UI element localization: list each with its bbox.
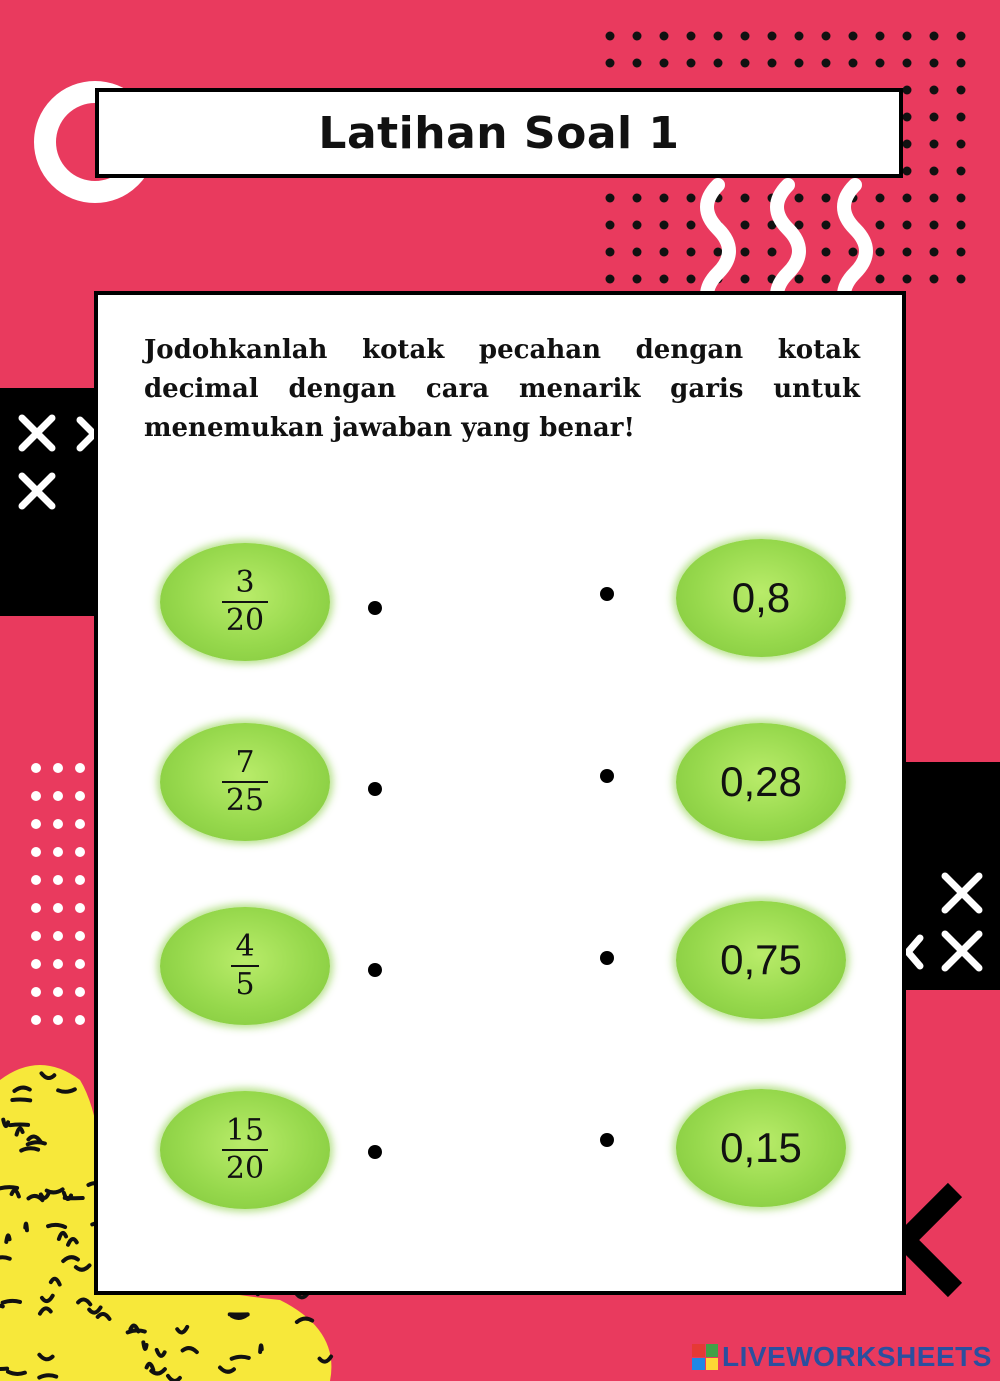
pattern-dot (957, 167, 966, 176)
pattern-dot (660, 59, 669, 68)
pattern-dot (741, 248, 750, 257)
pattern-dot (606, 194, 615, 203)
pattern-dot (633, 248, 642, 257)
pattern-dot (903, 86, 912, 95)
pattern-dot (687, 32, 696, 41)
numerator: 7 (235, 745, 255, 780)
pattern-dot (633, 275, 642, 284)
logo-text: LIVEWORKSHEETS (722, 1341, 992, 1372)
pattern-dot (75, 847, 85, 857)
pattern-dot (876, 221, 885, 230)
pattern-dot (930, 194, 939, 203)
pattern-dot (876, 59, 885, 68)
pattern-dot (930, 167, 939, 176)
squiggle (21, 1148, 38, 1150)
pattern-dot (660, 32, 669, 41)
pattern-dot (687, 275, 696, 284)
pattern-dot (795, 32, 804, 41)
squiggle (0, 1305, 3, 1307)
pattern-dot (606, 59, 615, 68)
pattern-dot (714, 59, 723, 68)
pattern-dot (741, 275, 750, 284)
pattern-dot (876, 32, 885, 41)
pattern-dot (687, 221, 696, 230)
squiggle (0, 1368, 7, 1369)
pattern-dot (957, 275, 966, 284)
decimal-value: 0,8 (731, 574, 791, 621)
pattern-dot (957, 221, 966, 230)
decimal-value: 0,15 (720, 1124, 802, 1171)
decimal-value: 0,75 (720, 936, 802, 983)
pattern-dot (53, 875, 63, 885)
pattern-dot (957, 59, 966, 68)
squiggle (25, 1224, 27, 1231)
right-match-dot-4[interactable] (600, 1133, 614, 1147)
instruction-text: Jodohkanlah kotak pecahan dengan kotak decimal dengan cara menarik garis untuk menemukan jawaban yang benar! (144, 335, 860, 443)
pattern-dot (768, 59, 777, 68)
pattern-dot (957, 32, 966, 41)
pattern-dot (822, 221, 831, 230)
pattern-dot (660, 275, 669, 284)
fraction (222, 1115, 268, 1185)
right-match-dot-3[interactable] (600, 951, 614, 965)
pattern-dot (930, 248, 939, 257)
pattern-dot (53, 791, 63, 801)
pattern-dot (822, 32, 831, 41)
pattern-dot (606, 32, 615, 41)
pattern-dot (930, 221, 939, 230)
pattern-dot (31, 1015, 41, 1025)
chevron-shape (905, 1190, 955, 1290)
left-match-dot-3[interactable] (368, 963, 382, 977)
pattern-dot (660, 221, 669, 230)
pattern-dot (768, 32, 777, 41)
pattern-dot (903, 167, 912, 176)
denominator: 5 (235, 967, 255, 1002)
pattern-dot (687, 248, 696, 257)
left-match-dot-1[interactable] (368, 601, 382, 615)
pattern-dot (849, 32, 858, 41)
pattern-dot (903, 275, 912, 284)
pattern-dot (75, 1015, 85, 1025)
pattern-dot (741, 221, 750, 230)
pattern-dot (31, 959, 41, 969)
pattern-dot (75, 931, 85, 941)
pattern-dot (714, 248, 723, 257)
squiggle (6, 1235, 9, 1242)
pattern-dot (795, 59, 804, 68)
pattern-dot (660, 248, 669, 257)
pattern-dot (31, 763, 41, 773)
exercise-card (94, 291, 906, 1295)
squiggle (260, 1345, 262, 1352)
pattern-dot (903, 140, 912, 149)
pattern-dot (795, 194, 804, 203)
squiggle (143, 1342, 146, 1349)
numerator: 15 (225, 1113, 265, 1148)
pattern-dot (903, 221, 912, 230)
denominator: 20 (225, 1151, 265, 1186)
liveworksheets-logo[interactable] (692, 1341, 992, 1373)
decimal-oval-1[interactable] (676, 539, 846, 657)
pattern-dot (53, 763, 63, 773)
pattern-dot (53, 819, 63, 829)
pattern-dot (75, 987, 85, 997)
squiggle (10, 1125, 28, 1126)
pattern-dot (687, 194, 696, 203)
denominator: 20 (225, 603, 265, 638)
squiggle (0, 1187, 17, 1188)
decimal-oval-2[interactable] (676, 723, 846, 841)
pattern-dot (687, 59, 696, 68)
fraction-oval-2[interactable] (160, 723, 330, 841)
logo-icon (692, 1344, 718, 1370)
pattern-dot (930, 275, 939, 284)
pattern-dot (957, 86, 966, 95)
pattern-dot (53, 931, 63, 941)
decimal-oval-3[interactable] (676, 901, 846, 1019)
pattern-dot (876, 275, 885, 284)
pattern-dot (930, 113, 939, 122)
numerator: 3 (235, 565, 255, 600)
left-match-dot-2[interactable] (368, 782, 382, 796)
pattern-dot (31, 931, 41, 941)
pattern-dot (633, 194, 642, 203)
pattern-dot (876, 194, 885, 203)
pattern-dot (606, 221, 615, 230)
pattern-dot (75, 903, 85, 913)
pattern-dot (957, 248, 966, 257)
decimal-oval-4[interactable] (676, 1089, 846, 1207)
pattern-dot (822, 59, 831, 68)
pattern-dot (633, 59, 642, 68)
pattern-dot (849, 59, 858, 68)
pattern-dot (31, 903, 41, 913)
pattern-dot (849, 248, 858, 257)
pattern-dot (903, 59, 912, 68)
pattern-dot (930, 86, 939, 95)
pattern-dot (822, 248, 831, 257)
pattern-dot (768, 248, 777, 257)
squiggle (8, 1372, 25, 1374)
pattern-dot (53, 903, 63, 913)
pattern-dot (53, 959, 63, 969)
pattern-dot (75, 819, 85, 829)
fraction (231, 931, 258, 1001)
pattern-dot (31, 987, 41, 997)
pattern-dot (795, 275, 804, 284)
pattern-dot (53, 847, 63, 857)
pattern-dot (741, 59, 750, 68)
squiggle (12, 1100, 30, 1101)
pattern-dot (606, 248, 615, 257)
squiggle (3, 1301, 20, 1303)
fraction-oval-4[interactable] (160, 1091, 330, 1209)
fraction-oval-1[interactable] (160, 543, 330, 661)
pattern-dot (903, 32, 912, 41)
pattern-dot (633, 221, 642, 230)
decimal-value: 0,28 (720, 758, 802, 805)
pattern-dot (822, 275, 831, 284)
right-match-dot-2[interactable] (600, 769, 614, 783)
fraction (222, 747, 268, 817)
pattern-dot (930, 59, 939, 68)
squiggle (232, 1357, 249, 1359)
pattern-dot (31, 875, 41, 885)
pattern-dot (903, 194, 912, 203)
pattern-dot (903, 113, 912, 122)
pattern-dot (75, 959, 85, 969)
pattern-dot (714, 32, 723, 41)
pattern-dot (903, 248, 912, 257)
title-box (95, 88, 903, 178)
pattern-dot (75, 875, 85, 885)
pattern-dot (53, 1015, 63, 1025)
left-match-dot-4[interactable] (368, 1145, 382, 1159)
pattern-dot (957, 194, 966, 203)
pattern-dot (75, 791, 85, 801)
pattern-dot (53, 987, 63, 997)
pattern-dot (633, 32, 642, 41)
pattern-dot (606, 275, 615, 284)
right-match-dot-1[interactable] (600, 587, 614, 601)
fraction-oval-3[interactable] (160, 907, 330, 1025)
pattern-dot (31, 819, 41, 829)
pattern-dot (741, 32, 750, 41)
pattern-dot (31, 847, 41, 857)
fraction (222, 567, 268, 637)
squiggle (28, 1142, 45, 1144)
pattern-dot (660, 194, 669, 203)
pattern-dot (930, 140, 939, 149)
squiggle (48, 1225, 65, 1227)
pattern-dot (822, 194, 831, 203)
pattern-dot (31, 791, 41, 801)
pattern-dot (876, 248, 885, 257)
pattern-dot (930, 32, 939, 41)
pattern-dot (957, 113, 966, 122)
pattern-dot (741, 194, 750, 203)
pattern-dot (957, 140, 966, 149)
numerator: 4 (235, 929, 255, 964)
squiggle (39, 1375, 56, 1377)
page-title: Latihan Soal 1 (318, 107, 680, 159)
denominator: 25 (225, 783, 265, 818)
pattern-dot (75, 763, 85, 773)
